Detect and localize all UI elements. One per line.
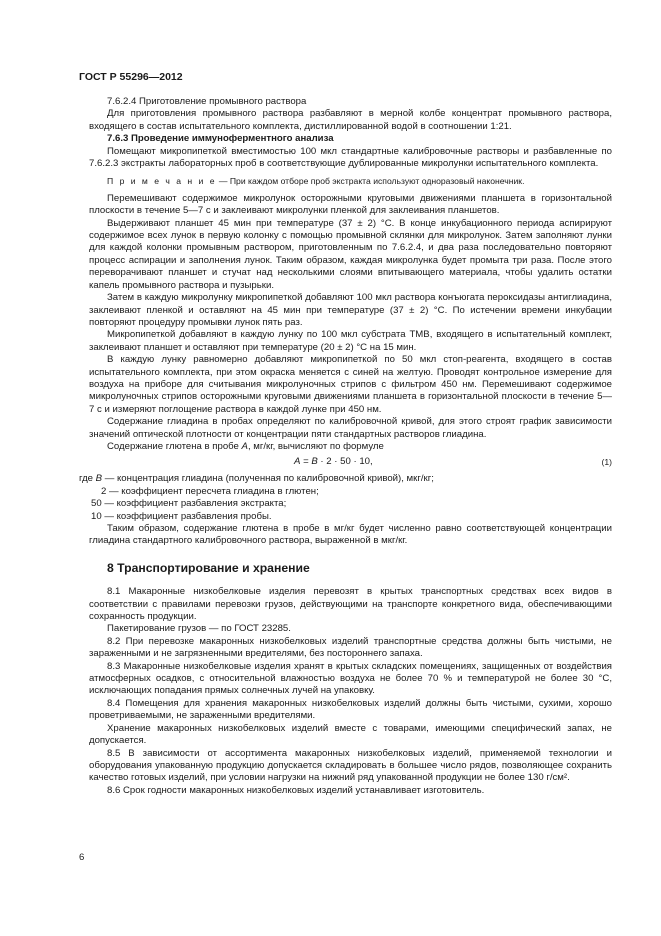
subsection-heading-7624: 7.6.2.4 Приготовление промывного раствора <box>107 96 307 107</box>
formula-expression <box>294 456 373 468</box>
where-variable: В <box>95 473 103 485</box>
note-text: — При каждом отборе проб экстракта используют одноразовый наконечник. <box>216 176 525 187</box>
formula-eq: = <box>300 456 312 468</box>
note <box>89 175 612 187</box>
paragraph: Хранение макаронных низкобелковых изделий вместе с товарами, имеющими специфический запах, не допускается. <box>89 722 612 747</box>
formula <box>89 456 612 470</box>
where-item: 10 — коэффициент разбавления пробы. <box>91 510 272 522</box>
section-title-8: 8 Транспортирование и хранение <box>107 560 310 575</box>
paragraph: 8.2 При перевозке макаронных низкобелковых изделий транспортные средства должны быть чистыми, не зараженными и не загрязненными вредителями, без постороннего запаха. <box>89 635 612 660</box>
paragraph: Содержание глиадина в пробах определяют по калибровочной кривой, для этого строят график зависимости значений оптической плотности от концентрации пяти стандартных растворов глиадина. <box>89 416 612 440</box>
text: , мг/кг, вычисляют по формуле <box>247 440 384 452</box>
subsection-heading-763: 7.6.3 Проведение иммуноферментного анализа <box>107 133 334 145</box>
paragraph: В каждую лунку равномерно добавляют микропипеткой по 50 мкл стоп-реагента, входящего в состав испытательного комплекта, при этом окраска меняется с синей на желтую. Проводят контрольное измерение для воздуха на приборе для считывания микролуночных стрипов с фильтром 450 нм. Перемешивают содержимое микролуночных стрипов осторожными круговыми движениями планшета в горизонтальной плоскости в течение 5—7 с и измеряют поглощение раствора в каждой лунке при 450 нм. <box>89 354 612 415</box>
formula-var-b: В <box>311 456 318 468</box>
paragraph: 8.3 Макаронные низкобелковые изделия хранят в крытых складских помещениях, защищенных от воздействия атмосферных осадков, с относительной влажностью воздуха не более 70 % и температурой не более 30 °С, исключающих попадания прямых солнечных лучей на упаковку. <box>89 660 612 697</box>
paragraph: Для приготовления промывного раствора разбавляют в мерной колбе концентрат промывного раствора, входящего в состав испытательного комплекта, дистиллированной водой в соотношении 1:21. <box>89 108 612 132</box>
paragraph: Микропипеткой добавляют в каждую лунку по 100 мкл субстрата ТМВ, входящего в испытательный комплект, заклеивают планшет и оставляют при температуре (20 ± 2) °С на 15 мин. <box>89 329 612 353</box>
paragraph: Затем в каждую микролунку микропипеткой добавляют 100 мкл раствора конъюгата пероксидазы антиглиадина, заклеивают пленкой и оставляют на 45 мин при температуре (37 ± 2) °С. По истечении времени инкубации повторяют процедуру промывки лунок пять раз. <box>89 292 612 328</box>
where-item: 50 — коэффициент разбавления экстракта; <box>91 498 287 510</box>
paragraph <box>89 441 612 453</box>
paragraph: 8.6 Срок годности макаронных низкобелковых изделий устанавливает изготовитель. <box>107 784 485 796</box>
where-list <box>79 473 612 523</box>
paragraph: Пакетирование грузов — по ГОСТ 23285. <box>107 623 291 635</box>
where-label: где <box>79 473 96 485</box>
document-body <box>79 96 612 797</box>
formula-number: (1) <box>601 457 612 468</box>
paragraph: 8.1 Макаронные низкобелковые изделия перевозят в крытых транспортных средствах всех видов в соответствии с правилами перевозки грузов, действующими на транспорте конкретного вида, обеспечивающими сохранность продукции. <box>89 586 612 623</box>
variable: А <box>241 440 248 452</box>
paragraph: 8.5 В зависимости от ассортимента макаронных низкобелковых изделий, применяемой технологии и оборудования упакованную продукцию допускается складировать в большее число рядов, позволяющее сохранить качество готовых изделий, при условии нагрузки на нижний ряд упакованной продукции не более 130 г/см². <box>89 747 612 784</box>
document-header: ГОСТ Р 55296—2012 <box>79 71 183 83</box>
where-item: 2 — коэффициент пересчета глиадина в глютен; <box>101 485 319 497</box>
paragraph: Перемешивают содержимое микролунок осторожными круговыми движениями планшета в горизонтальной плоскости в течение 5—7 с и заклеивают микролунки пленкой для заклеивания планшетов. <box>89 192 612 217</box>
note-label: П р и м е ч а н и е <box>107 176 217 187</box>
formula-rest: · 2 · 50 · 10, <box>317 456 373 468</box>
page-number: 6 <box>79 852 85 863</box>
paragraph: Помещают микропипеткой вместимостью 100 мкл стандартные калибровочные растворы и разбавленные по 7.6.2.3 экстракты лабораторных проб в соответствующие дублированные микролунки испытательного комплекта. <box>89 145 612 170</box>
where-text: — концентрация глиадина (полученная по калибровочной кривой), мкг/кг; <box>102 473 434 485</box>
text: Содержание глютена в пробе <box>107 440 242 452</box>
formula-lhs: А <box>294 456 301 468</box>
paragraph: 8.4 Помещения для хранения макаронных низкобелковых изделий должны быть чистыми, сухими, хорошо проветриваемыми, не зараженными вредителями. <box>89 697 612 722</box>
where-item <box>79 473 612 485</box>
paragraph: Таким образом, содержание глютена в пробе в мг/кг будет численно равно соответствующей концентрации глиадина стандартного калибровочного раствора, выраженной в мкг/кг. <box>89 523 612 547</box>
paragraph: Выдерживают планшет 45 мин при температуре (37 ± 2) °С. В конце инкубационного периода аспирируют содержимое всех лунок в первую колонку с помощью промывной склянки для микролунок. Затем заполняют лунки для каждой колонки промывным раствором, приготовленным по 7.6.2.4, и два раза последовательно повторяют процесс аспирации и заполнения лунок. Таким образом, каждая микролунка будет промыта три раза. После этого переворачивают планшет и стучат над несколькими слоями впитывающего материала, чтобы удалить остатки капель промывного раствора и пузырьки. <box>89 217 612 291</box>
